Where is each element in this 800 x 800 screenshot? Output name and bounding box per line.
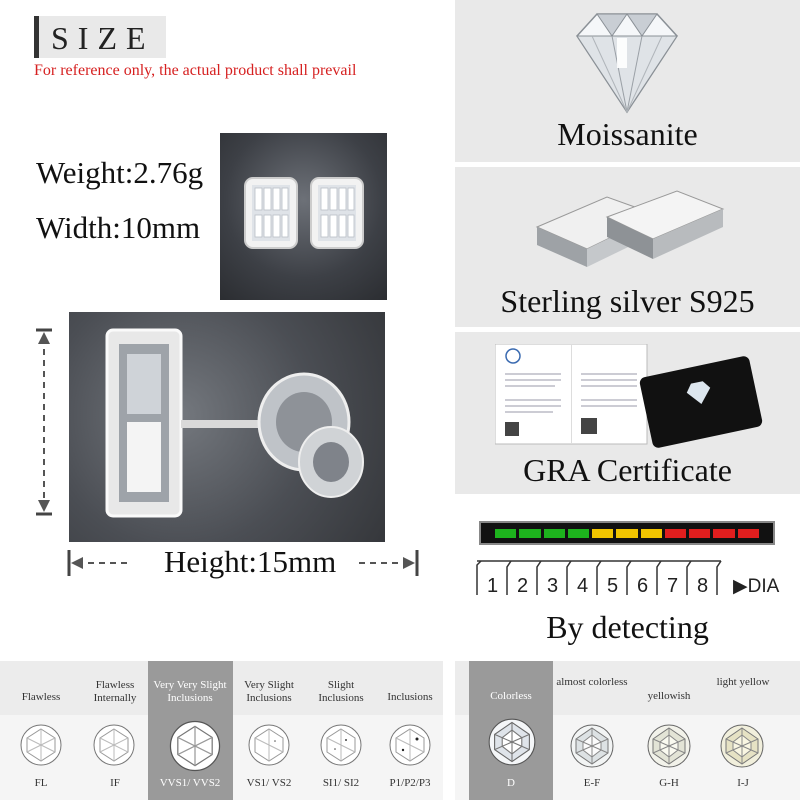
feature-silver-label: Sterling silver S925 (500, 283, 755, 319)
color-code-gh: G-H (659, 777, 679, 789)
dia-indicator (733, 575, 779, 598)
earring-side-icon (69, 312, 385, 542)
size-heading-box (34, 16, 166, 58)
meter-segments (495, 529, 759, 538)
meter-segment (568, 529, 589, 538)
certificate-icon (495, 344, 765, 452)
clarity-label-i: Inclusions (387, 691, 433, 703)
clarity-gem-vs-icon (247, 723, 291, 767)
color-gem-gh-icon (646, 723, 692, 769)
feature-certificate-label: GRA Certificate (523, 452, 732, 488)
clarity-gem-vvs-icon (168, 719, 222, 773)
clarity-gem-if-icon (92, 723, 136, 767)
play-arrow-icon: ▶ (733, 576, 748, 597)
clarity-code-vvs: VVS1/ VVS2 (159, 777, 221, 789)
meter-segment (665, 529, 686, 538)
meter-segment (641, 529, 662, 538)
color-scale (455, 661, 800, 800)
earring-pair-icon (220, 133, 387, 300)
meter-segment (544, 529, 565, 538)
scale-4: 4 (577, 575, 589, 597)
scale-7: 7 (667, 575, 679, 597)
scale-2: 2 (517, 575, 529, 597)
size-heading: SIZE (51, 20, 155, 56)
diamond-icon (567, 8, 687, 114)
tester-meter-icon (479, 521, 775, 545)
color-label-d: Colorless (490, 690, 532, 702)
scale-6: 6 (637, 575, 649, 597)
weight-spec: Weight:2.76g (36, 155, 204, 190)
certificate-panel (455, 332, 800, 494)
moissanite-panel (455, 0, 800, 162)
height-dimension-arrow (34, 328, 54, 516)
detector-panel (455, 499, 800, 657)
clarity-label-vs: Very Slight Inclusions (244, 679, 294, 704)
meter-segment (738, 529, 759, 538)
clarity-code-si: SI1/ SI2 (322, 777, 360, 789)
color-gem-ef-icon (569, 723, 615, 769)
feature-moissanite-label: Moissanite (557, 116, 698, 152)
clarity-scale (0, 661, 443, 800)
color-label-ij: light yellow (716, 676, 770, 688)
silver-panel (455, 167, 800, 327)
feature-detecting-label: By detecting (546, 609, 709, 645)
earrings-pair-photo (220, 133, 387, 300)
color-code-d: D (507, 777, 515, 789)
silver-bars-icon (527, 187, 727, 269)
clarity-code-vs: VS1/ VS2 (246, 777, 292, 789)
scale-1: 1 (487, 575, 499, 597)
dia-label: DIA (747, 576, 780, 597)
column-divider (443, 0, 455, 800)
clarity-label-vvs: Very Very Slight Inclusions (153, 679, 227, 704)
color-label-ef: almost colorless (556, 676, 628, 688)
color-gem-d-icon (487, 717, 537, 767)
scale-8: 8 (697, 575, 709, 597)
reference-note: For reference only, the actual product shall prevail (34, 62, 357, 79)
earring-side-photo (69, 312, 385, 542)
meter-segment (592, 529, 613, 538)
color-code-ef: E-F (583, 777, 601, 789)
clarity-gem-fl-icon (19, 723, 63, 767)
clarity-gem-si-icon (319, 723, 363, 767)
scale-5: 5 (607, 575, 619, 597)
clarity-label-fl: Flawless (21, 691, 61, 703)
clarity-label-si: Slight Inclusions (318, 679, 364, 704)
clarity-gem-i-icon (388, 723, 432, 767)
meter-segment (713, 529, 734, 538)
color-label-gh: yellowish (647, 690, 691, 702)
meter-segment (519, 529, 540, 538)
meter-segment (495, 529, 516, 538)
clarity-code-i: P1/P2/P3 (389, 777, 431, 789)
color-code-ij: I-J (737, 777, 749, 789)
clarity-code-if: IF (110, 777, 120, 789)
meter-segment (616, 529, 637, 538)
clarity-label-if: Flawless Internally (93, 679, 137, 704)
color-gem-ij-icon (719, 723, 765, 769)
height-spec: Height:15mm (160, 544, 340, 580)
width-spec: Width:10mm (36, 210, 201, 245)
meter-segment (689, 529, 710, 538)
clarity-code-fl: FL (34, 777, 48, 789)
scale-3: 3 (547, 575, 559, 597)
